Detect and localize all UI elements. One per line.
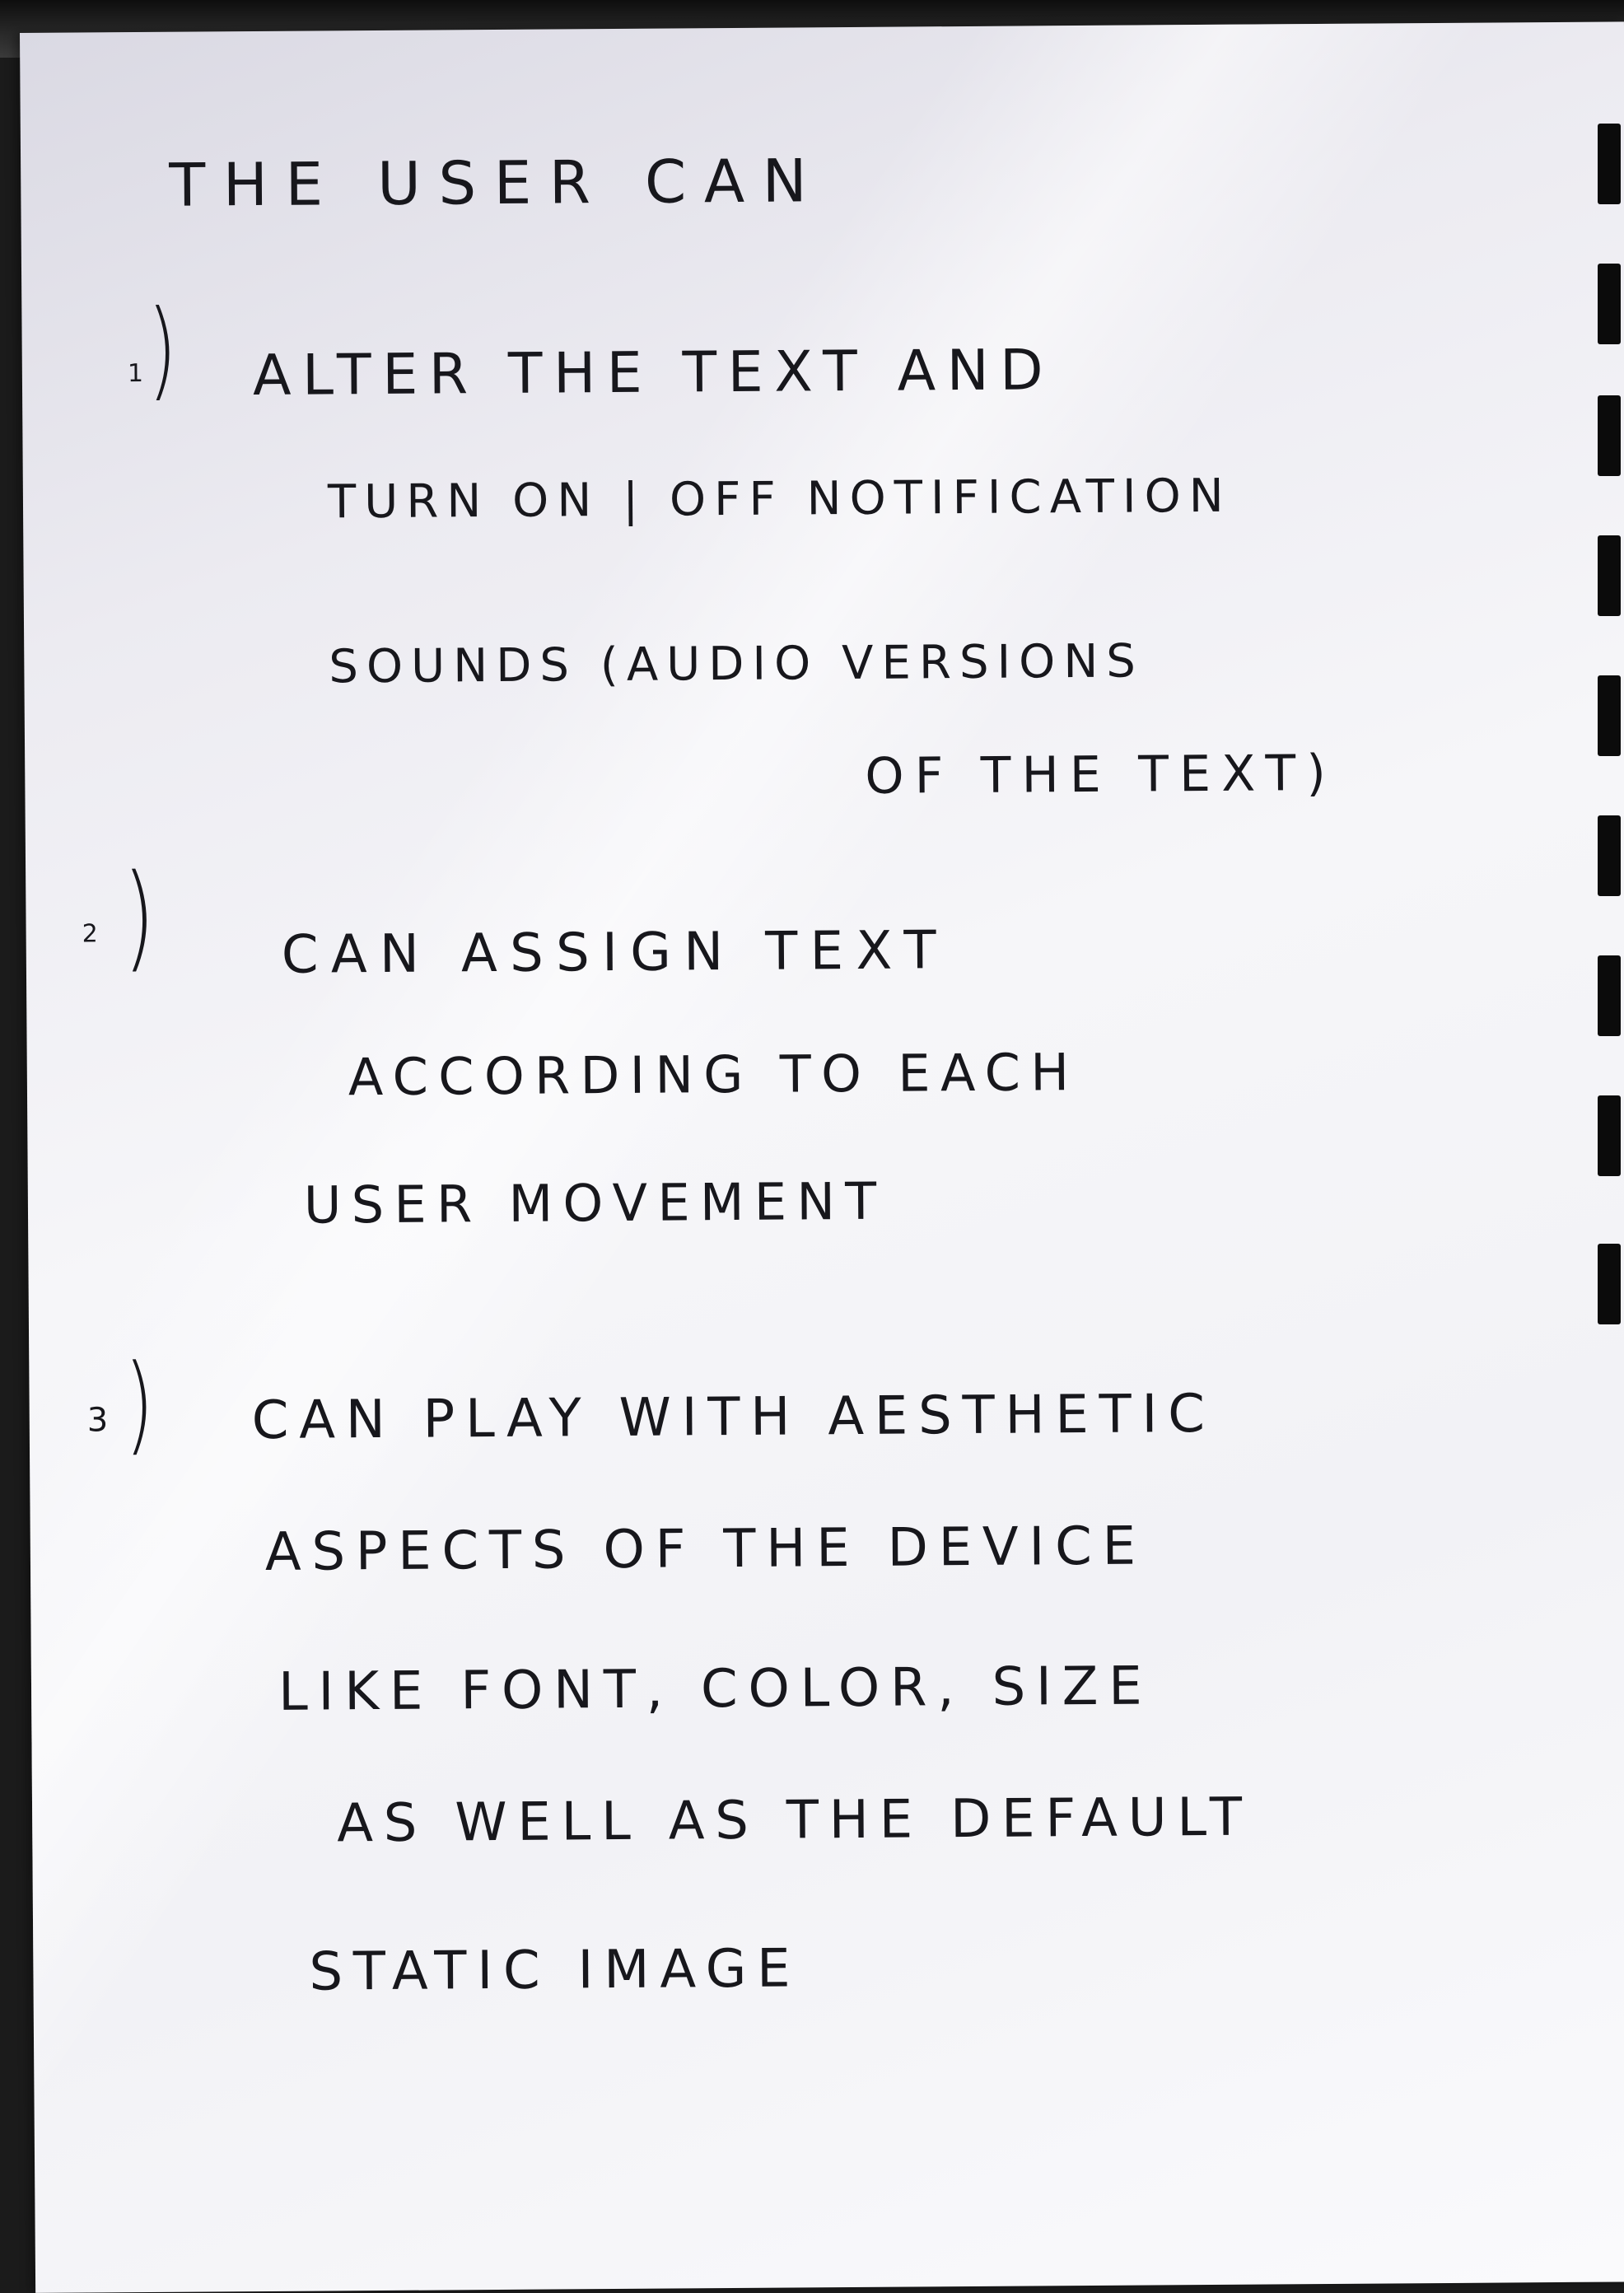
item-1-line-3: SOUNDS (AUDIO VERSIONS bbox=[329, 634, 1145, 694]
binding-hole bbox=[1598, 955, 1621, 1036]
item-1-line-4: OF THE TEXT) bbox=[865, 744, 1337, 806]
item-3-line-3: LIKE FONT, COLOR, SIZE bbox=[278, 1656, 1153, 1723]
binding-hole bbox=[1598, 264, 1621, 344]
binding-hole bbox=[1598, 124, 1621, 204]
spiral-binding bbox=[1591, 0, 1624, 2293]
item-2-line-1: CAN ASSIGN TEXT bbox=[281, 920, 950, 986]
item-3-line-4: AS WELL AS THE DEFAULT bbox=[336, 1786, 1253, 1855]
item-1-bracket: ) bbox=[147, 286, 178, 412]
binding-hole bbox=[1598, 1244, 1621, 1324]
item-2-line-3: USER MOVEMENT bbox=[303, 1170, 887, 1235]
item-number-1: 1 bbox=[127, 358, 144, 389]
binding-hole bbox=[1598, 675, 1621, 756]
item-2-line-2: ACCORDING TO EACH bbox=[348, 1042, 1080, 1108]
binding-hole bbox=[1598, 815, 1621, 896]
notebook-page bbox=[20, 21, 1624, 2293]
item-3-bracket: ) bbox=[124, 1340, 155, 1467]
item-number-3: 3 bbox=[86, 1401, 109, 1440]
item-3-line-1: CAN PLAY WITH AESTHETIC bbox=[251, 1383, 1216, 1452]
binding-hole bbox=[1598, 1095, 1621, 1176]
binding-hole bbox=[1598, 395, 1621, 476]
binding-hole bbox=[1598, 535, 1621, 616]
note-heading: THE USER CAN bbox=[169, 146, 825, 220]
item-number-2: 2 bbox=[82, 919, 98, 949]
item-3-line-2: ASPECTS OF THE DEVICE bbox=[264, 1515, 1147, 1583]
item-1-line-1: ALTER THE TEXT AND bbox=[252, 338, 1055, 409]
item-2-bracket: ) bbox=[123, 849, 156, 985]
item-1-line-2: TURN ON | OFF NOTIFICATION bbox=[327, 469, 1232, 530]
item-3-line-5: STATIC IMAGE bbox=[309, 1938, 801, 2003]
